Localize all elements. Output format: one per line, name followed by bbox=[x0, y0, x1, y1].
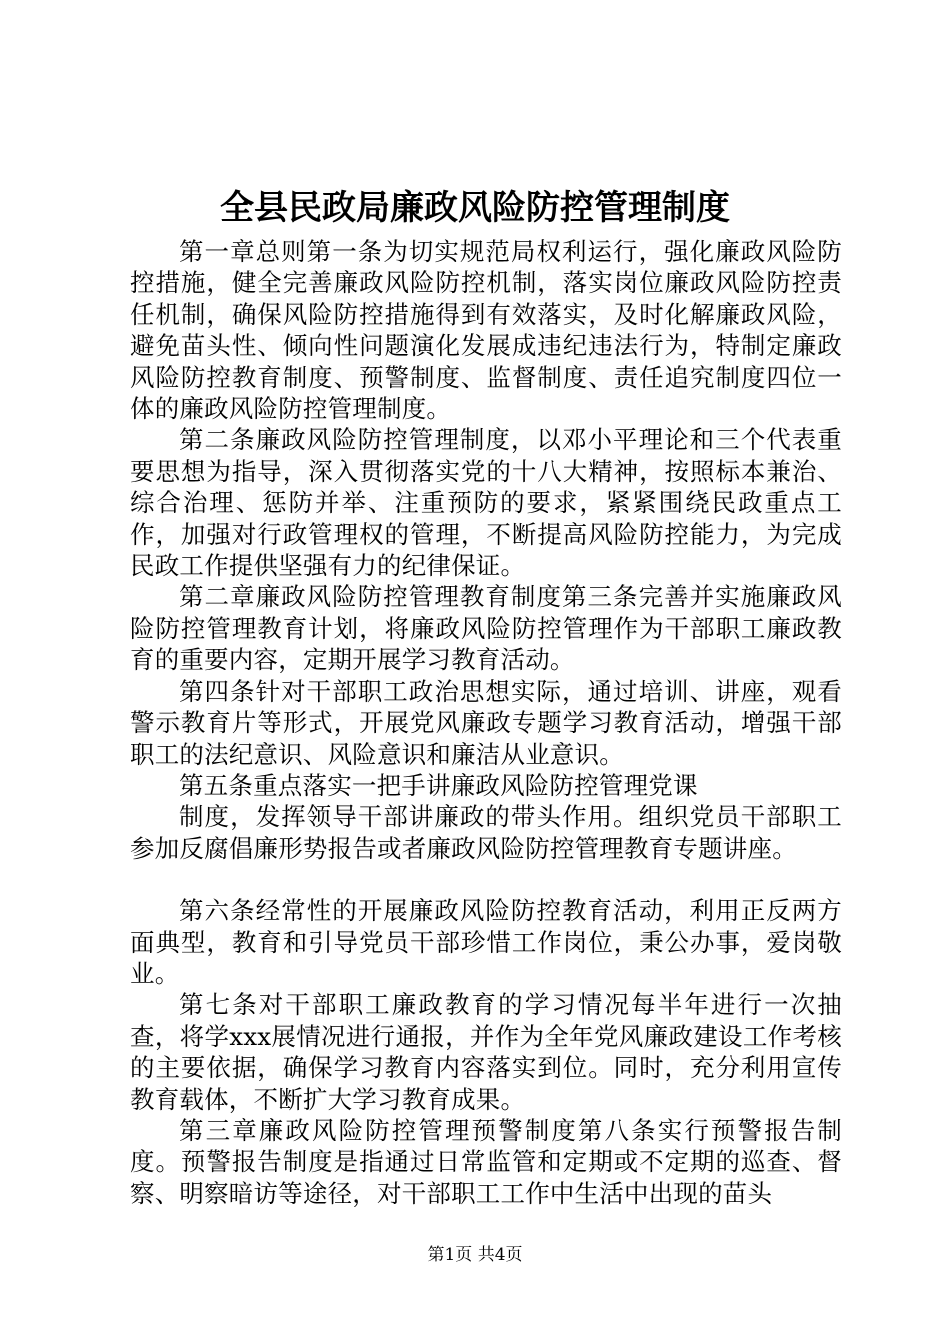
document-body bbox=[130, 236, 842, 1209]
paragraph-article6: 第六条经常性的开展廉政风险防控教育活动，利用正反两方面典型，教育和引导党员干部珍惜工作岗位，秉公办事，爱岗敬业。 bbox=[130, 896, 842, 988]
paragraph-chapter1-article1: 第一章总则第一条为切实规范局权利运行，强化廉政风险防控措施，健全完善廉政风险防控机制，落实岗位廉政风险防控责任机制，确保风险防控措施得到有效落实，及时化解廉政风险，避免苗头性、倾向性问题演化发展成违纪违法行为，特制定廉政风险防控教育制度、预警制度、监督制度、责任追究制度四位一体的廉政风险防控管理制度。 bbox=[130, 237, 842, 424]
paragraph-article4: 第四条针对干部职工政治思想实际，通过培训、讲座，观看警示教育片等形式，开展党风廉政专题学习教育活动，增强干部职工的法纪意识、风险意识和廉洁从业意识。 bbox=[130, 676, 842, 769]
document-title: 全县民政局廉政风险防控管理制度 bbox=[220, 188, 730, 228]
paragraph-article7: 第七条对干部职工廉政教育的学习情况每半年进行一次抽查，将学xxx展情况进行通报，并作为全年党风廉政建设工作考核的主要依据，确保学习教育内容落实到位。同时，充分利用宣传教育载体，不断扩大学习教育成果。 bbox=[130, 990, 842, 1114]
paragraph-article5-heading: 第五条重点落实一把手讲廉政风险防控管理党课 bbox=[179, 770, 698, 800]
paragraph-chapter3-article8: 第三章廉政风险防控管理预警制度第八条实行预警报告制度。预警报告制度是指通过日常监管和定期或不定期的巡查、督察、明察暗访等途径，对干部职工工作中生活中出现的苗头 bbox=[130, 1115, 842, 1208]
paragraph-article2: 第二条廉政风险防控管理制度，以邓小平理论和三个代表重要思想为指导，深入贯彻落实党的十八大精神，按照标本兼治、综合治理、惩防并举、注重预防的要求，紧紧围绕民政重点工作，加强对行政管理权的管理，不断提高风险防控能力，为完成民政工作提供坚强有力的纪律保证。 bbox=[130, 425, 842, 581]
paragraph-spacer bbox=[130, 864, 842, 895]
paragraph-chapter2-article3: 第二章廉政风险防控管理教育制度第三条完善并实施廉政风险防控管理教育计划，将廉政风险防控管理作为干部职工廉政教育的重要内容，定期开展学习教育活动。 bbox=[130, 582, 842, 675]
page-number-footer: 第1页 共4页 bbox=[427, 1245, 523, 1265]
paragraph-article5-body: 制度，发挥领导干部讲廉政的带头作用。组织党员干部职工参加反腐倡廉形势报告或者廉政风险防控管理教育专题讲座。 bbox=[130, 802, 842, 863]
